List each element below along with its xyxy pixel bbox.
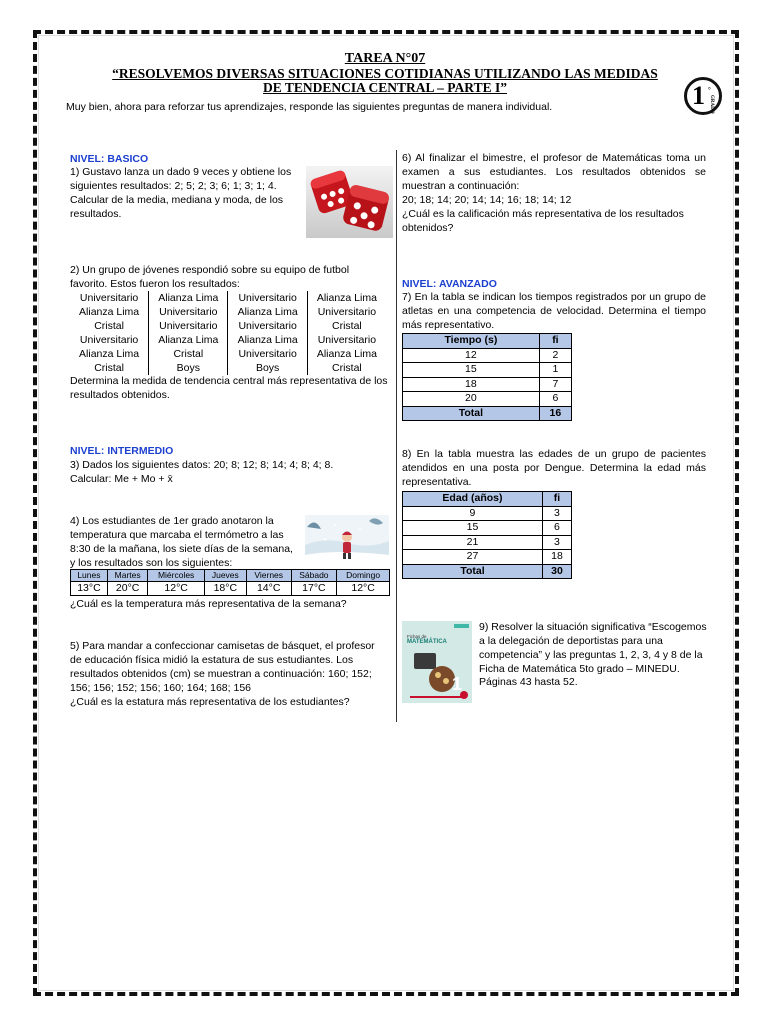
question-3-line-2: Calcular: Me + Mo + x̄ xyxy=(70,473,173,485)
table-cell: 18 xyxy=(542,550,571,565)
total-cell: Total xyxy=(403,406,540,421)
dice-image xyxy=(306,166,393,238)
times-table-wrap xyxy=(402,333,572,421)
question-2-intro: 2) Un grupo de jóvenes respondió sobre su equipo de futbol favorito. Estos fueron los resultados: xyxy=(70,264,350,290)
table-row xyxy=(403,377,572,392)
question-4-intro: 4) Los estudiantes de 1er grado anotaron la temperatura que marcaba el termómetro a las 8:30 de la mañana, los siete días de la semana, y los resultados son los siguientes: xyxy=(70,515,293,569)
table-cell: Universitario xyxy=(228,319,307,333)
table-cell: Alianza Lima xyxy=(307,291,386,305)
temperature-cell: 18°C xyxy=(204,582,246,596)
table-cell: 6 xyxy=(542,521,571,536)
temperature-table-wrap xyxy=(70,569,390,596)
title-line-1: TAREA N°07 xyxy=(344,51,426,66)
total-cell: 16 xyxy=(539,406,571,421)
grade-degree: ° xyxy=(708,86,711,94)
table-cell: Boys xyxy=(149,361,228,375)
table-row xyxy=(70,347,386,361)
table-row xyxy=(403,521,572,536)
day-header: Domingo xyxy=(337,570,390,582)
table-cell: Universitario xyxy=(307,333,386,347)
temperature-cell: 20°C xyxy=(107,582,148,596)
question-2-table-wrap xyxy=(70,291,386,375)
column-header: fi xyxy=(542,492,571,507)
table-cell: Alianza Lima xyxy=(149,291,228,305)
temperature-cell: 12°C xyxy=(148,582,204,596)
temperature-table xyxy=(70,569,390,596)
times-table xyxy=(402,333,572,421)
temperature-cell: 13°C xyxy=(71,582,108,596)
table-cell: 7 xyxy=(539,377,571,392)
table-cell: Boys xyxy=(228,361,307,375)
table-cell: 3 xyxy=(542,506,571,521)
table-row xyxy=(403,392,572,407)
day-header: Jueves xyxy=(204,570,246,582)
question-6: 6) Al finalizar el bimestre, el profesor de Matemáticas toma un examen a sus estudiantes. Los resultados obtenidos se muestran a continuación: xyxy=(402,152,706,192)
question-5: 5) Para mandar a confeccionar camisetas de básquet, el profesor de educación física midió la estatura de sus estudiantes. Los resultados obtenidos (cm) se muestran a continuación: 160; 152; 156; 156; 152; 156; 160; 164; 168; 156 xyxy=(70,640,375,694)
total-row xyxy=(403,406,572,421)
day-header: Martes xyxy=(107,570,148,582)
column-header: Tiempo (s) xyxy=(403,334,540,349)
intro-text: Muy bien, ahora para reforzar tus aprendizajes, responde las siguientes preguntas de manera individual. xyxy=(66,101,553,113)
column-header: Edad (años) xyxy=(403,492,543,507)
ages-table-wrap xyxy=(402,491,572,579)
table-cell: Cristal xyxy=(94,362,124,374)
level-basic-heading: NIVEL: BASICO xyxy=(70,153,149,165)
table-cell: 9 xyxy=(403,506,543,521)
temperature-days-row xyxy=(71,570,390,582)
table-cell: Cristal xyxy=(307,319,386,333)
table-row xyxy=(403,535,572,550)
table-cell: Alianza Lima xyxy=(79,306,140,318)
day-header: Viernes xyxy=(246,570,291,582)
worksheet-title xyxy=(60,52,710,95)
table-cell: 2 xyxy=(539,348,571,363)
question-5-question: ¿Cuál es la estatura más representativa de los estudiantes? xyxy=(70,696,350,708)
day-header: Sábado xyxy=(291,570,337,582)
table-cell: Universitario xyxy=(79,292,139,304)
temperature-cell: 14°C xyxy=(246,582,291,596)
table-row xyxy=(70,305,386,319)
question-6-data: 20; 18; 14; 20; 14; 14; 16; 18; 14; 12 xyxy=(402,194,572,206)
table-cell: Universitario xyxy=(79,334,139,346)
total-cell: 30 xyxy=(542,564,571,579)
table-row xyxy=(70,291,386,305)
snow-scene-image xyxy=(305,515,389,566)
table-header-row xyxy=(403,334,572,349)
column-divider xyxy=(396,150,397,722)
question-9: 9) Resolver la situación significativa “Escogemos a la delegación de deportistas para una competencia” y las preguntas 1, 2, 3, 4 y 8 de la Ficha de Matemática 5to grado – MINEDU. Páginas 43 hasta 52. xyxy=(479,621,707,689)
table-cell: Cristal xyxy=(94,320,124,332)
table-row xyxy=(70,333,386,347)
question-4-question: ¿Cuál es la temperatura más representativa de la semana? xyxy=(70,598,347,610)
day-header: Lunes xyxy=(71,570,108,582)
level-intermediate-heading: NIVEL: INTERMEDIO xyxy=(70,445,174,457)
table-cell: Universitario xyxy=(228,291,307,305)
temperature-values-row xyxy=(71,582,390,596)
column-header: fi xyxy=(539,334,571,349)
table-cell: 12 xyxy=(403,348,540,363)
dice-icon xyxy=(306,166,393,238)
table-cell: 6 xyxy=(539,392,571,407)
table-row xyxy=(70,319,386,333)
table-cell: 20 xyxy=(403,392,540,407)
question-6-question: ¿Cuál es la calificación más representativa de los resultados obtenidos? xyxy=(402,208,684,234)
football-results-table xyxy=(70,291,386,375)
table-row xyxy=(403,506,572,521)
day-header: Miércoles xyxy=(148,570,204,582)
grade-number: 1 xyxy=(692,81,705,110)
table-cell: 1 xyxy=(539,363,571,378)
temperature-cell: 17°C xyxy=(291,582,337,596)
book-number: 1 xyxy=(452,674,463,694)
question-2-question: Determina la medida de tendencia central más representativa de los resultados obtenidos. xyxy=(70,375,388,401)
total-cell: Total xyxy=(403,564,543,579)
snow-child-icon xyxy=(305,515,389,566)
table-cell: Universitario xyxy=(307,305,386,319)
math-book-cover xyxy=(402,621,472,703)
total-row xyxy=(403,564,572,579)
table-cell: 15 xyxy=(403,363,540,378)
title-line-3: DE TENDENCIA CENTRAL – PARTE I” xyxy=(263,79,507,95)
grade-word: GRADO xyxy=(709,95,714,114)
temperature-cell: 12°C xyxy=(337,582,390,596)
table-cell: Alianza Lima xyxy=(228,333,307,347)
question-7: 7) En la tabla se indican los tiempos registrados por un grupo de atletas en una competencia de velocidad. Determina el tiempo más representativo. xyxy=(402,291,706,331)
book-title-small: Fichas de xyxy=(407,634,427,639)
question-1: 1) Gustavo lanza un dado 9 veces y obtiene los siguientes resultados: 2; 5; 2; 3; 6; 1; 3; 1; 4. Calcular de la media, mediana y moda, de los resultados. xyxy=(70,166,292,220)
table-cell: Universitario xyxy=(149,319,228,333)
table-cell: 18 xyxy=(403,377,540,392)
table-cell: 15 xyxy=(403,521,543,536)
grade-badge xyxy=(684,77,722,115)
table-cell: Cristal xyxy=(307,361,386,375)
question-8: 8) En la tabla muestra las edades de un grupo de pacientes atendidos en una posta por Dengue. Determina la edad más representativa. xyxy=(402,448,706,488)
book-title: MATEMÁTICA xyxy=(407,639,447,645)
ages-table xyxy=(402,491,572,579)
title-line-2: “RESOLVEMOS DIVERSAS SITUACIONES COTIDIANAS UTILIZANDO LAS MEDIDAS xyxy=(112,65,658,81)
table-header-row xyxy=(403,492,572,507)
question-3-line-1: 3) Dados los siguientes datos: 20; 8; 12; 8; 14; 4; 8; 4; 8. xyxy=(70,459,334,471)
table-cell: Universitario xyxy=(228,347,307,361)
table-cell: Alianza Lima xyxy=(79,348,140,360)
table-cell: Alianza Lima xyxy=(228,305,307,319)
table-cell: Alianza Lima xyxy=(149,333,228,347)
table-cell: Universitario xyxy=(149,305,228,319)
table-row xyxy=(70,361,386,375)
level-advanced-heading: NIVEL: AVANZADO xyxy=(402,278,497,290)
table-cell: 27 xyxy=(403,550,543,565)
table-cell: 3 xyxy=(542,535,571,550)
table-row xyxy=(403,550,572,565)
table-row xyxy=(403,348,572,363)
table-cell: Alianza Lima xyxy=(307,347,386,361)
table-cell: 21 xyxy=(403,535,543,550)
table-row xyxy=(403,363,572,378)
table-cell: Cristal xyxy=(149,347,228,361)
